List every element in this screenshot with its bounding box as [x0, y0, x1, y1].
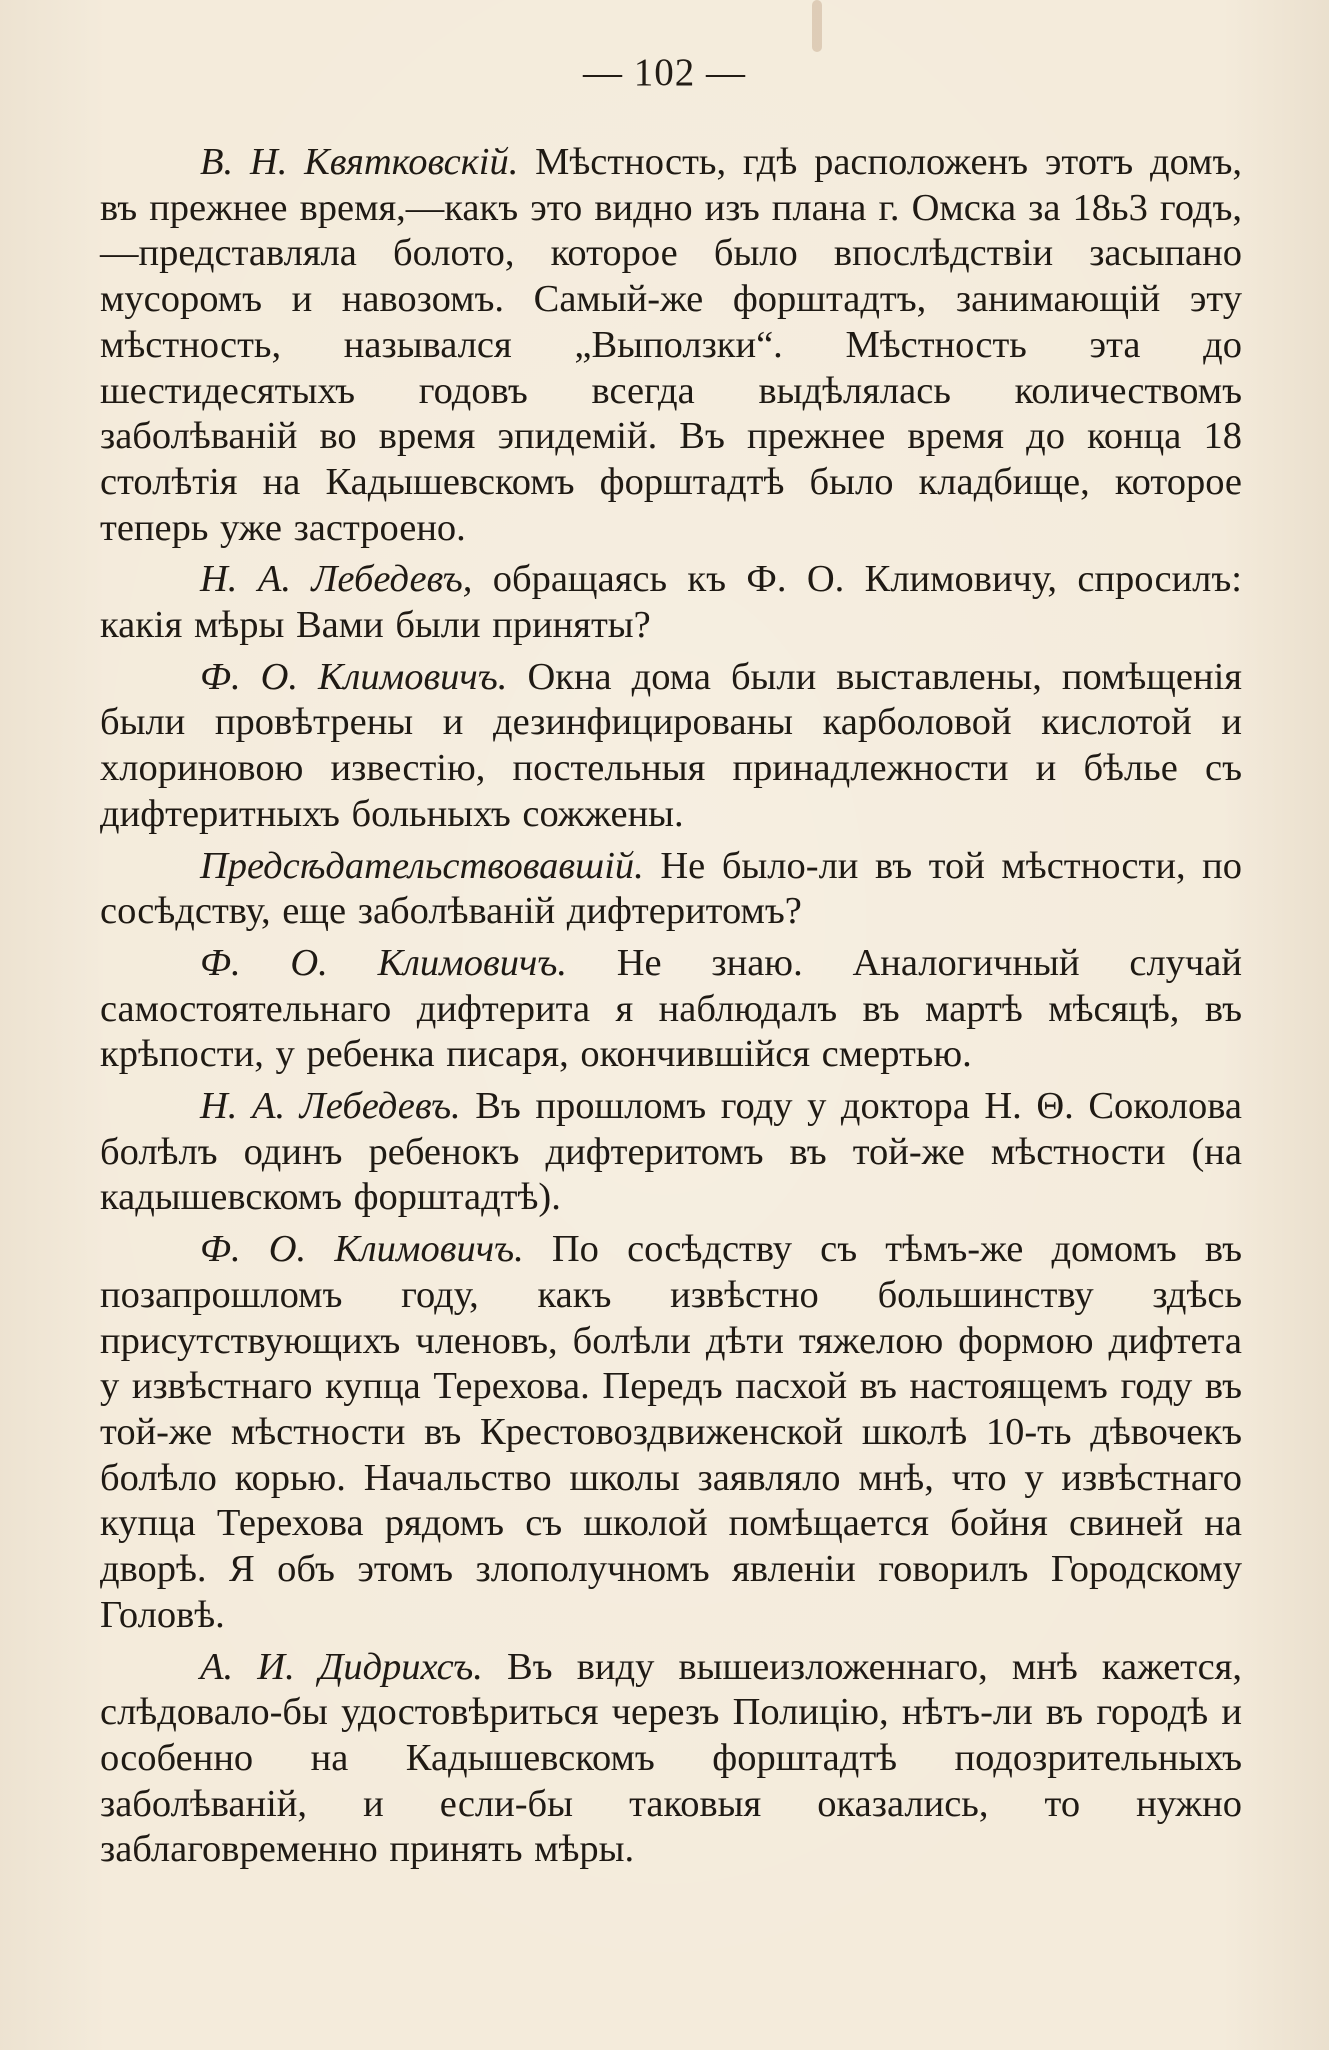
paragraph-text: Окна дома были выставлены, помѣщенія были провѣтрены и дезинфицированы карболовой кислотой и хлориновою известію, постельныя принадлежности и бѣлье съ дифтеритныхъ больныхъ сожжены.: [100, 655, 1242, 835]
page-number: — 102 —: [583, 51, 746, 94]
paragraph-klimovich-measures: [100, 655, 1242, 838]
speaker-name: Ф. О. Климовичъ.: [200, 941, 567, 984]
paragraph-text: По сосѣдству съ тѣмъ-же домомъ въ позапрошломъ году, какъ извѣстно большинству здѣсь присутствующихъ членовъ, болѣли дѣти тяжелою формою дифтета у извѣстнаго купца Терехова. Передъ пасхой въ настоящемъ году въ той-же мѣстности въ Крестовоздвиженской школѣ 10-ть дѣвочекъ болѣло корью. Начальство школы заявляло мнѣ, что у извѣстнаго купца Терехова рядомъ съ школой помѣщается бойня свиней на дворѣ. Я объ этомъ злополучномъ явленіи говорилъ Городскому Головѣ.: [100, 1228, 1242, 1636]
paragraph-kvyatkovsky: [100, 140, 1242, 551]
paragraph-text: Не было-ли въ той мѣстности, по сосѣдству, еще заболѣваній дифтеритомъ?: [100, 844, 1242, 933]
paragraph-klimovich-unknown: [100, 941, 1242, 1078]
speaker-name: В. Н. Квятковскій.: [200, 141, 519, 183]
speaker-name: Н. А. Лебедевъ.: [200, 1085, 461, 1128]
speaker-name: Ф. О. Климовичъ.: [200, 655, 508, 698]
paragraph-lebedev-case: [100, 1084, 1242, 1221]
paragraph-lebedev-question: [100, 557, 1242, 648]
speaker-name: Ф. О. Климовичъ.: [200, 1228, 524, 1271]
speaker-name: А. И. Дидрихсъ.: [200, 1645, 483, 1688]
paragraph-chairman-question: [100, 844, 1242, 935]
speaker-name: Предсѣдательствовавшій.: [200, 844, 644, 887]
page-stain: [812, 0, 822, 52]
paragraph-text: обращаясь къ Ф. О. Климовичу, спросилъ: какія мѣры Вами были приняты?: [100, 558, 1242, 647]
paragraph-text: Мѣстность, гдѣ расположенъ этотъ домъ, въ прежнее время,—какъ это видно изъ плана г. Омска за 18ь3 годъ,—представляла болото, которое было впослѣдствіи засыпано мусоромъ и навозомъ. Самый-же форштадтъ, занимающій эту мѣстность, назывался „Выползки“. Мѣстность эта до шестидесятыхъ годовъ всегда выдѣлялась количествомъ заболѣваній во время эпидемій. Въ прежнее время до конца 18 столѣтія на Кадышевскомъ форштадтѣ было кладбище, которое теперь уже застроено.: [100, 141, 1242, 549]
paragraph-text: Не знаю. Аналогичный случай самостоятельнаго дифтерита я наблюдалъ въ мартѣ мѣсяцѣ, въ крѣпости, у ребенка писаря, окончившійся смертью.: [100, 941, 1242, 1076]
paragraph-didrikhs: [100, 1645, 1242, 1874]
paragraph-text: Въ прошломъ году у доктора Н. Θ. Соколова болѣлъ одинъ ребенокъ дифтеритомъ въ той-же мѣстности (на кадышевскомъ форштадтѣ).: [100, 1085, 1242, 1219]
paragraph-text: Въ виду вышеизложеннаго, мнѣ кажется, слѣдовало-бы удостовѣриться черезъ Полицію, нѣтъ-ли въ городѣ и особенно на Кадышевскомъ форштадтѣ подозрительныхъ заболѣваній, и если-бы таковыя оказались, то нужно заблаговременно принять мѣры.: [100, 1645, 1242, 1871]
speaker-name: Н. А. Лебедевъ,: [200, 558, 473, 601]
paragraph-klimovich-neighborhood: [100, 1227, 1242, 1638]
page-text: [100, 140, 1242, 1879]
